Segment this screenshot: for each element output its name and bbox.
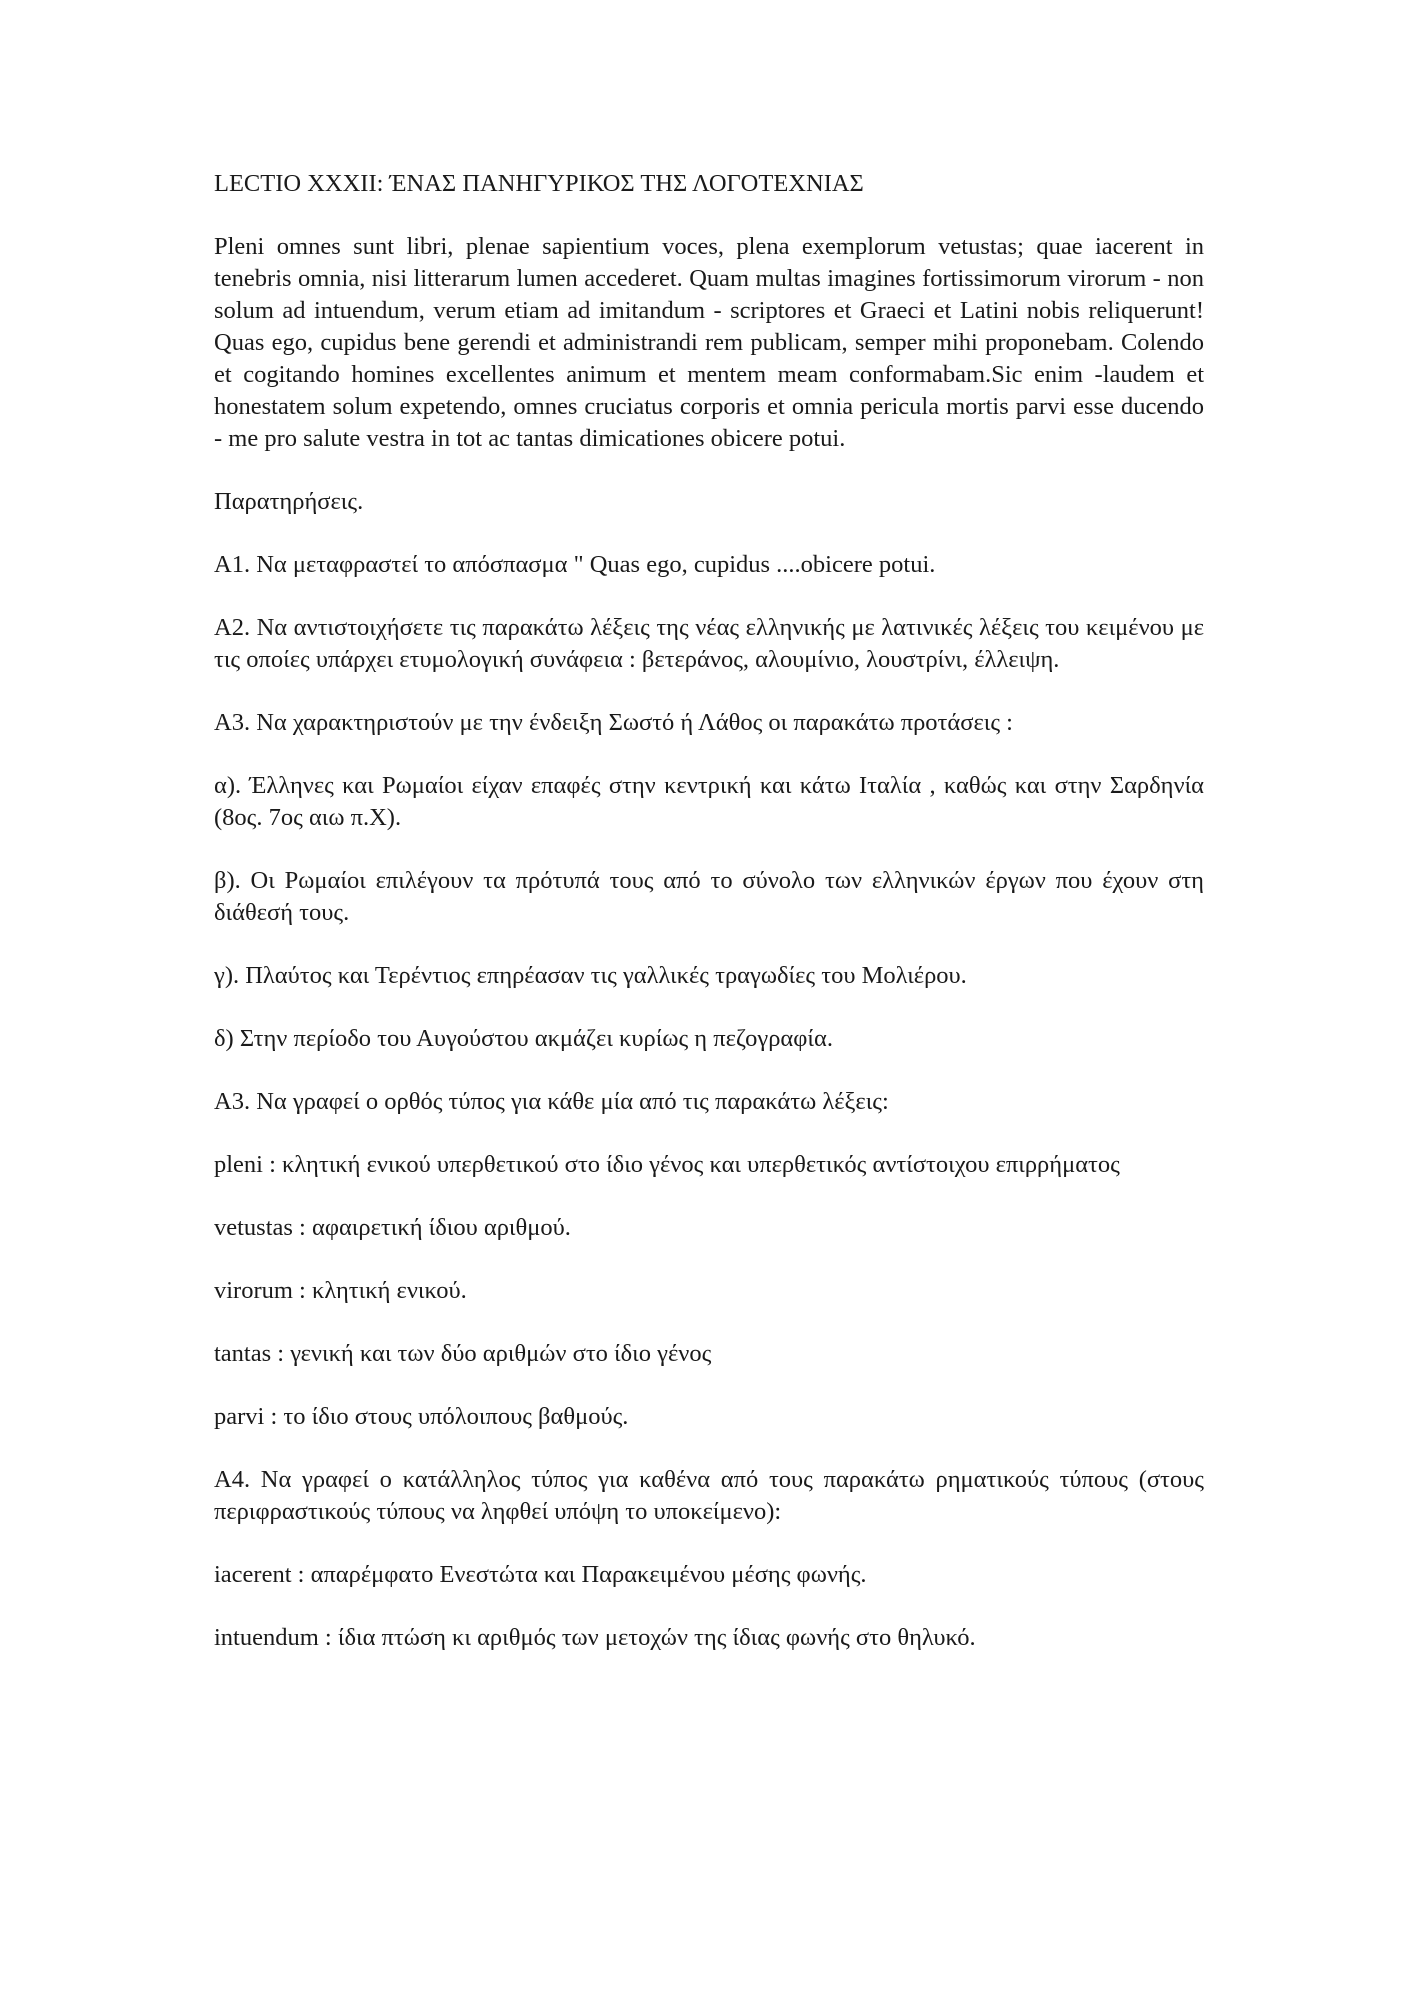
form-item-vetustas: vetustas : αφαιρετική ίδιου αριθμού. [214, 1214, 571, 1241]
statement-d: δ) Στην περίοδο του Αυγούστου ακμάζει κυρίως η πεζογραφία. [214, 1025, 833, 1052]
form-item-parvi: parvi : το ίδιο στους υπόλοιπους βαθμούς. [214, 1403, 629, 1430]
verb-item-iacerent: iacerent : απαρέμφατο Ενεστώτα και Παρακειμένου μέσης φωνής. [214, 1561, 867, 1588]
question-a2: A2. Να αντιστοιχήσετε τις παρακάτω λέξεις της νέας ελληνικής με λατινικές λέξεις του κειμένου με τις οποίες υπάρχει ετυμολογική συνάφεια : βετεράνος, αλουμίνιο, λουστρίνι, έλλειψη. [214, 614, 1204, 673]
page-title: LECTIO XXXII: ΈΝΑΣ ΠΑΝΗΓΥΡΙΚΟΣ ΤΗΣ ΛΟΓΟΤΕΧΝΙΑΣ [214, 170, 864, 197]
question-a3-forms: A3. Να γραφεί ο ορθός τύπος για κάθε μία από τις παρακάτω λέξεις: [214, 1088, 889, 1115]
statement-c: γ). Πλαύτος και Τερέντιος επηρέασαν τις γαλλικές τραγωδίες του Μολιέρου. [214, 962, 967, 989]
verb-item-intuendum: intuendum : ίδια πτώση κι αριθμός των μετοχών της ίδιας φωνής στο θηλυκό. [214, 1624, 976, 1651]
document-page [214, 168, 1204, 1685]
statement-b: β). Οι Ρωμαίοι επιλέγουν τα πρότυπά τους από το σύνολο των ελληνικών έργων που έχουν στη διάθεσή τους. [214, 867, 1204, 926]
form-item-pleni: pleni : κλητική ενικού υπερθετικού στο ίδιο γένος και υπερθετικός αντίστοιχου επιρρήματος [214, 1151, 1120, 1178]
statement-a: α). Έλληνες και Ρωμαίοι είχαν επαφές στην κεντρική και κάτω Ιταλία , καθώς και στην Σαρδηνία (8ος. 7ος αιω π.Χ). [214, 772, 1204, 831]
form-item-tantas: tantas : γενική και των δύο αριθμών στο ίδιο γένος [214, 1340, 712, 1367]
latin-text: Pleni omnes sunt libri, plenae sapientium voces, plena exemplorum vetustas; quae iacerent in tenebris omnia, nisi litterarum lumen accederet. Quam multas imagines fortissimorum virorum - non solum ad intuendum, verum etiam ad imitandum - scriptores et Graeci et Latini nobis reliquerunt! Quas ego, cupidus bene gerendi et administrandi rem publicam, semper mihi proponebam. Colendo et cogitando homines excellentes animum et mentem meam conformabam.Sic enim -laudem et honestatem solum expetendo, omnes cruciatus corporis et omnia pericula mortis parvi esse ducendo - me pro salute vestra in tot ac tantas dimicationes obicere potui. [214, 233, 1204, 452]
form-item-virorum: virorum : κλητική ενικού. [214, 1277, 467, 1304]
question-a4: A4. Να γραφεί ο κατάλληλος τύπος για καθένα από τους παρακάτω ρηματικούς τύπους (στους περιφραστικούς τύπους να ληφθεί υπόψη το υποκείμενο): [214, 1466, 1204, 1525]
notes-heading: Παρατηρήσεις. [214, 488, 364, 515]
question-a1: A1. Να μεταφραστεί το απόσπασμα " Quas ego, cupidus ....obicere potui. [214, 551, 936, 578]
question-a3-true-false: A3. Να χαρακτηριστούν με την ένδειξη Σωστό ή Λάθος οι παρακάτω προτάσεις : [214, 709, 1013, 736]
